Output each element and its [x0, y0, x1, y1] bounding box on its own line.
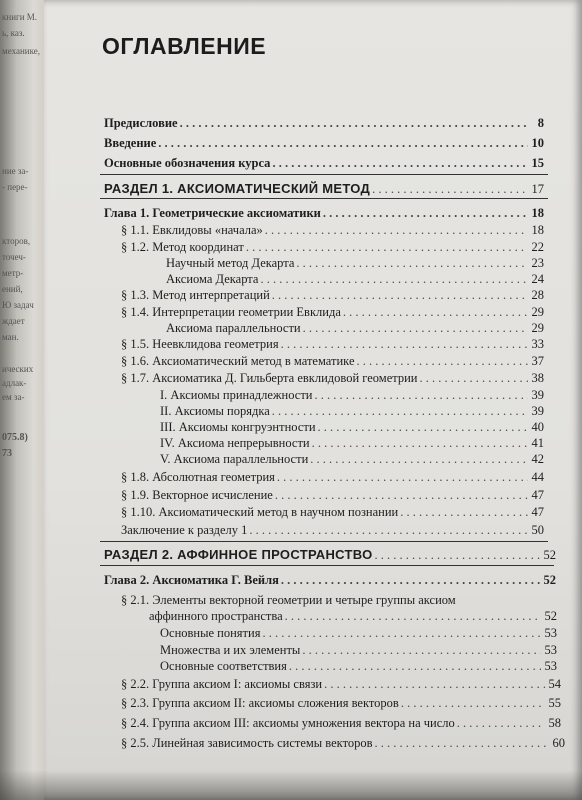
divider — [100, 541, 548, 542]
toc-chapter: Глава 2. Аксиоматика Г. Вейля . . . 52 — [104, 573, 556, 588]
edge-text: механике, — [2, 46, 40, 56]
toc-entry: § 1.6. Аксиоматический метод в математике . . . 37 — [121, 354, 544, 369]
toc-entry: § 2.2. Группа аксиом I: аксиомы связи . . . 54 — [121, 677, 561, 692]
toc-entry: § 1.8. Абсолютная геометрия . . . 44 — [121, 470, 544, 485]
divider — [100, 565, 554, 566]
toc-entry: II. Аксиомы порядка . . . 39 — [160, 404, 544, 419]
edge-text: кторов, — [2, 236, 31, 246]
left-page-edge — [0, 0, 48, 800]
edge-text: книги М. — [2, 12, 38, 22]
toc-entry: Основные соответствия . . . 53 — [160, 659, 557, 674]
toc-entry: § 1.4. Интерпретации геометрии Евклида . . . 29 — [121, 305, 544, 320]
toc-entry: Предисловие . . . 8 — [104, 116, 544, 131]
page-title: ОГЛАВЛЕНИЕ — [102, 33, 267, 59]
toc-entry: § 1.1. Евклидовы «начала» . . . 18 — [121, 223, 544, 238]
edge-text: 075.8) — [2, 432, 28, 443]
toc-entry: Основные понятия . . . 53 — [160, 626, 557, 641]
edge-text: ем за- — [2, 392, 25, 402]
toc-section: РАЗДЕЛ 1. АКСИОМАТИЧЕСКИЙ МЕТОД . . . 17 — [104, 181, 544, 197]
page-bottom-shadow — [0, 770, 582, 800]
edge-text: точеч- — [2, 252, 26, 262]
edge-text: ических — [2, 364, 34, 374]
toc-entry: § 1.7. Аксиоматика Д. Гильберта евклидовой геометрии . . . 38 — [121, 371, 544, 386]
toc-entry: Научный метод Декарта . . . 23 — [166, 256, 544, 271]
edge-text: ждает — [2, 316, 25, 326]
divider — [100, 174, 548, 175]
edge-text: метр- — [2, 268, 24, 278]
toc-section: РАЗДЕЛ 2. АФФИННОЕ ПРОСТРАНСТВО . . . 52 — [104, 547, 556, 563]
toc-entry: § 1.3. Метод интерпретаций . . . 28 — [121, 288, 544, 303]
toc-entry: Аксиома параллельности . . . 29 — [166, 321, 544, 336]
toc-entry: § 1.5. Неевклидова геометрия . . . 33 — [121, 337, 544, 352]
toc-entry: Введение . . . 10 — [104, 136, 544, 151]
divider — [100, 198, 548, 199]
toc-entry: Основные обозначения курса . . . 15 — [104, 156, 544, 171]
edge-text: ь, каз. — [2, 28, 25, 38]
toc-entry: Аксиома Декарта . . . 24 — [166, 272, 544, 287]
toc-entry: § 2.4. Группа аксиом III: аксиомы умножения вектора на число . . . 58 — [121, 716, 561, 731]
toc-entry: § 1.10. Аксиоматический метод в научном познании . . . 47 — [121, 505, 544, 520]
toc-entry: § 2.1. Элементы векторной геометрии и четыре группы аксиом — [121, 593, 456, 607]
edge-text: ние за- — [2, 166, 29, 176]
toc-entry: § 2.5. Линейная зависимость системы векторов . . . 60 — [121, 736, 565, 751]
toc-entry: Заключение к разделу 1 . . . 50 — [121, 523, 544, 538]
toc-entry: V. Аксиома параллельности . . . 42 — [160, 452, 544, 467]
toc-entry: I. Аксиомы принадлежности . . . 39 — [160, 388, 544, 403]
toc-entry: § 1.9. Векторное исчисление . . . 47 — [121, 488, 544, 503]
toc-chapter: Глава 1. Геометрические аксиоматики . . . 18 — [104, 206, 544, 221]
edge-text: - пере- — [2, 182, 28, 192]
toc-entry: § 2.3. Группа аксиом II: аксиомы сложения векторов . . . 55 — [121, 696, 561, 711]
toc-entry: IV. Аксиома непрерывности . . . 41 — [160, 436, 544, 451]
edge-text: ман. — [2, 332, 19, 342]
edge-text: 73 — [2, 448, 12, 459]
edge-text: Ю задач — [2, 300, 34, 310]
edge-text: ений, — [2, 284, 23, 294]
toc-entry: III. Аксиомы конгруэнтности . . . 40 — [160, 420, 544, 435]
edge-text: адлак- — [2, 378, 27, 388]
toc-entry: § 1.2. Метод координат . . . 22 — [121, 240, 544, 255]
toc-entry: аффинного пространства . . . 52 — [149, 609, 557, 624]
toc-entry: Множества и их элементы . . . 53 — [160, 643, 557, 658]
